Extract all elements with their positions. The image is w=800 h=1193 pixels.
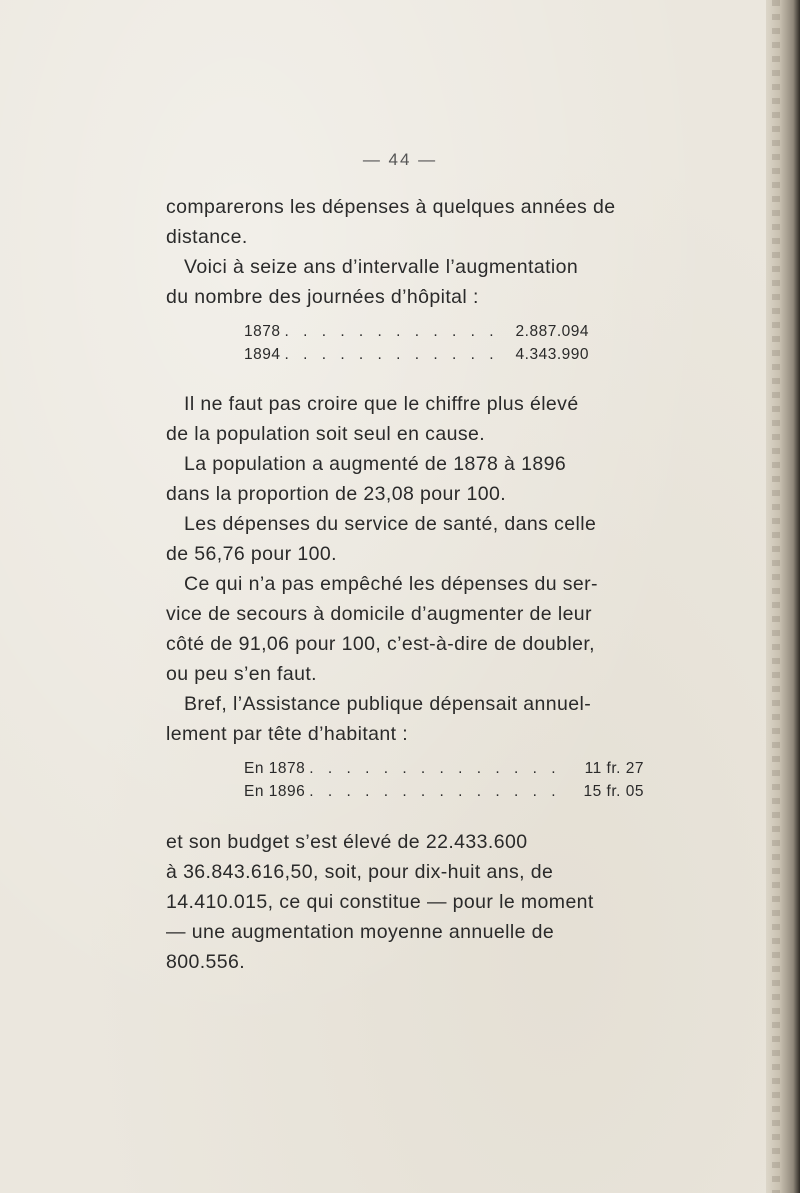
hospital-days-table: [244, 320, 589, 366]
value-cell: 4.343.990: [515, 346, 589, 363]
paragraph-line: dans la proportion de 23,08 pour 100.: [166, 483, 507, 505]
table-row: [244, 320, 589, 343]
value-cell: 15 fr. 05: [583, 783, 644, 800]
dot-leader: . . . . . . . . . . . .: [284, 346, 499, 363]
paragraph-line: Bref, l’Assistance publique dépensait annuel-: [184, 693, 592, 715]
paragraph-line: ou peu s’en faut.: [166, 663, 317, 685]
table-row: [244, 757, 644, 780]
paragraph-line: Voici à seize ans d’intervalle l’augmentation: [184, 256, 579, 278]
paragraph-line: comparerons les dépenses à quelques années de: [166, 196, 616, 218]
paragraph-line: Les dépenses du service de santé, dans celle: [184, 513, 597, 535]
paragraph-line: et son budget s’est élevé de 22.433.600: [166, 831, 528, 853]
paragraph-line: lement par tête d’habitant :: [166, 723, 409, 745]
paragraph-line: du nombre des journées d’hôpital :: [166, 286, 479, 308]
paragraph-line: La population a augmenté de 1878 à 1896: [184, 453, 567, 475]
paragraph-line: côté de 91,06 pour 100, c’est-à-dire de doubler,: [166, 633, 595, 655]
dot-leader: . . . . . . . . . . . . . .: [309, 783, 561, 800]
table-row: [244, 343, 589, 366]
dot-leader: . . . . . . . . . . . . . .: [309, 760, 561, 777]
value-cell: 11 fr. 27: [584, 760, 644, 777]
paragraph-line: distance.: [166, 226, 248, 248]
value-cell: 2.887.094: [515, 323, 589, 340]
paragraph-line: 14.410.015, ce qui constitue — pour le moment: [166, 891, 594, 913]
paragraph-line: de la population soit seul en cause.: [166, 423, 486, 445]
per-capita-table: [244, 757, 644, 803]
paragraph-line: Ce qui n’a pas empêché les dépenses du ser-: [184, 573, 598, 595]
paragraph-line: vice de secours à domicile d’augmenter de leur: [166, 603, 592, 625]
table-row: [244, 780, 644, 803]
paragraph-line: — une augmentation moyenne annuelle de: [166, 921, 555, 943]
paragraph-line: à 36.843.616,50, soit, pour dix-huit ans, de: [166, 861, 554, 883]
year-cell: 1894: [244, 346, 281, 363]
year-cell: En 1878: [244, 760, 306, 777]
paragraph-line: de 56,76 pour 100.: [166, 543, 337, 565]
year-cell: En 1896: [244, 783, 306, 800]
paragraph-line: Il ne faut pas croire que le chiffre plus élevé: [184, 393, 579, 415]
page-number: — 44 —: [362, 150, 438, 169]
dot-leader: . . . . . . . . . . . .: [284, 323, 499, 340]
paragraph-line: 800.556.: [166, 951, 246, 973]
year-cell: 1878: [244, 323, 281, 340]
page-binding-edge: [766, 0, 800, 1193]
